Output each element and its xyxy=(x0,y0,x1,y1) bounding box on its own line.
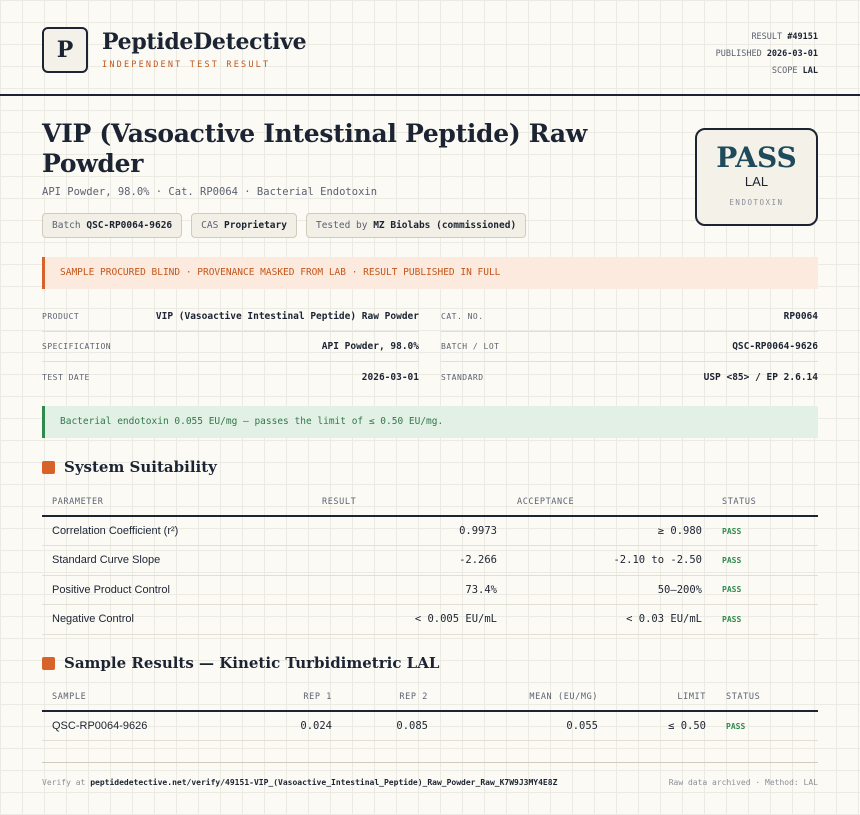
col-rep1: REP 1 xyxy=(242,683,342,711)
info-value: 2026-03-01 xyxy=(361,371,419,383)
sample-cell: QSC-RP0064-9626 xyxy=(42,711,242,741)
verify-link[interactable]: peptidedetective.net/verify/49151-VIP_(Vasoactive_Intestinal_Peptide)_Raw_Powder_Raw_K7W9J3MY4E8Z xyxy=(90,778,558,787)
info-row-standard xyxy=(441,362,818,392)
published-date: 2026-03-01 xyxy=(766,49,818,59)
result-meta xyxy=(716,29,818,80)
table-row xyxy=(42,516,818,546)
col-limit: LIMIT xyxy=(608,683,716,711)
parameter-cell: Correlation Coefficient (r²) xyxy=(42,516,312,546)
section-marker-icon xyxy=(42,461,55,474)
acceptance-cell: 50–200% xyxy=(507,575,712,605)
section-title: Sample Results — Kinetic Turbidimetric LAL xyxy=(64,654,440,672)
product-subtitle: API Powder, 98.0% · Cat. RP0064 · Bacterial Endotoxin xyxy=(42,186,378,198)
info-value: RP0064 xyxy=(783,311,818,322)
result-cell: 0.9973 xyxy=(312,516,507,546)
verify-prefix: Verify at xyxy=(42,778,86,787)
result-summary: Bacterial endotoxin 0.055 EU/mg — passes the limit of ≤ 0.50 EU/mg. xyxy=(42,406,818,438)
col-mean: MEAN (EU/MG) xyxy=(438,683,608,711)
result-label: RESULT xyxy=(751,32,783,42)
published-label: PUBLISHED xyxy=(715,49,762,59)
table-row xyxy=(42,546,818,576)
col-rep2: REP 2 xyxy=(342,683,438,711)
parameter-cell: Positive Product Control xyxy=(42,575,312,605)
verify-line xyxy=(42,778,557,787)
acceptance-cell: -2.10 to -2.50 xyxy=(507,546,712,576)
tested-by-chip-label: Tested by xyxy=(315,220,368,231)
info-right xyxy=(441,302,818,392)
verdict-method: LAL xyxy=(744,174,769,189)
status-badge: PASS xyxy=(712,546,818,576)
footer-note: Raw data archived · Method: LAL xyxy=(668,778,818,787)
info-value: QSC-RP0064-9626 xyxy=(732,341,818,352)
section-title: System Suitability xyxy=(64,458,217,476)
col-result: RESULT xyxy=(312,488,507,516)
table-header-row xyxy=(42,488,818,516)
sample-results-table xyxy=(42,683,818,741)
status-badge: PASS xyxy=(712,605,818,635)
table-row xyxy=(42,711,818,741)
info-left xyxy=(42,302,419,392)
info-value: VIP (Vasoactive Intestinal Peptide) Raw Powder xyxy=(155,311,419,322)
batch-chip xyxy=(42,213,182,238)
header xyxy=(0,0,860,96)
brand-tagline: INDEPENDENT TEST RESULT xyxy=(102,60,271,70)
status-badge: PASS xyxy=(716,711,818,741)
col-parameter: PARAMETER xyxy=(42,488,312,516)
cas-chip-value: Proprietary xyxy=(224,220,287,231)
info-label: STANDARD xyxy=(441,372,484,382)
cas-chip xyxy=(191,213,297,238)
result-id: #49151 xyxy=(787,32,818,42)
info-label: PRODUCT xyxy=(42,312,80,321)
info-row-specification xyxy=(42,332,419,362)
col-status: STATUS xyxy=(712,488,818,516)
info-value: API Powder, 98.0% xyxy=(321,341,419,352)
product-title: VIP (Vasoactive Intestinal Peptide) Raw Powder xyxy=(42,119,587,178)
batch-chip-value: QSC-RP0064-9626 xyxy=(86,220,173,231)
status-badge: PASS xyxy=(712,575,818,605)
published-row xyxy=(716,46,818,63)
blind-procurement-notice: SAMPLE PROCURED BLIND · PROVENANCE MASKED FROM LAB · RESULT PUBLISHED IN FULL xyxy=(42,257,818,289)
rep1-cell: 0.024 xyxy=(242,711,342,741)
table-row xyxy=(42,605,818,635)
info-value: USP <85> / EP 2.6.14 xyxy=(703,371,818,383)
col-acceptance: ACCEPTANCE xyxy=(507,488,712,516)
col-status: STATUS xyxy=(716,683,818,711)
scope-value: LAL xyxy=(802,66,818,76)
parameter-cell: Standard Curve Slope xyxy=(42,546,312,576)
sample-results-heading xyxy=(42,654,439,672)
result-cell: 73.4% xyxy=(312,575,507,605)
scope-label: SCOPE xyxy=(771,66,798,76)
verdict-stamp xyxy=(695,128,818,226)
table-row xyxy=(42,575,818,605)
section-marker-icon xyxy=(42,657,55,670)
rep2-cell: 0.085 xyxy=(342,711,438,741)
info-row-cat-no xyxy=(441,302,818,332)
result-cell: < 0.005 EU/mL xyxy=(312,605,507,635)
result-id-row xyxy=(716,29,818,46)
verdict-category: ENDOTOXIN xyxy=(729,198,784,207)
parameter-cell: Negative Control xyxy=(42,605,312,635)
info-row-product xyxy=(42,302,419,332)
limit-cell: ≤ 0.50 xyxy=(608,711,716,741)
verdict-text: PASS xyxy=(716,141,797,174)
logo[interactable]: P xyxy=(42,27,88,73)
cas-chip-label: CAS xyxy=(201,220,219,231)
table-header-row xyxy=(42,683,818,711)
info-label: TEST DATE xyxy=(42,372,90,382)
footer xyxy=(42,762,818,787)
system-suitability-heading xyxy=(42,458,217,476)
info-row-test-date xyxy=(42,362,419,392)
acceptance-cell: ≥ 0.980 xyxy=(507,516,712,546)
tested-by-chip xyxy=(306,213,526,238)
batch-chip-label: Batch xyxy=(52,220,81,231)
scope-row xyxy=(716,63,818,80)
info-label: SPECIFICATION xyxy=(42,342,112,351)
info-label: CAT. NO. xyxy=(441,312,484,321)
col-sample: SAMPLE xyxy=(42,683,242,711)
result-cell: -2.266 xyxy=(312,546,507,576)
info-label: BATCH / LOT xyxy=(441,342,500,351)
info-row-batch-lot xyxy=(441,332,818,362)
mean-cell: 0.055 xyxy=(438,711,608,741)
status-badge: PASS xyxy=(712,516,818,546)
acceptance-cell: < 0.03 EU/mL xyxy=(507,605,712,635)
system-suitability-table xyxy=(42,488,818,635)
brand-name[interactable]: PeptideDetective xyxy=(102,29,307,55)
product-chips xyxy=(42,213,526,238)
tested-by-chip-value: MZ Biolabs (commissioned) xyxy=(373,220,517,231)
